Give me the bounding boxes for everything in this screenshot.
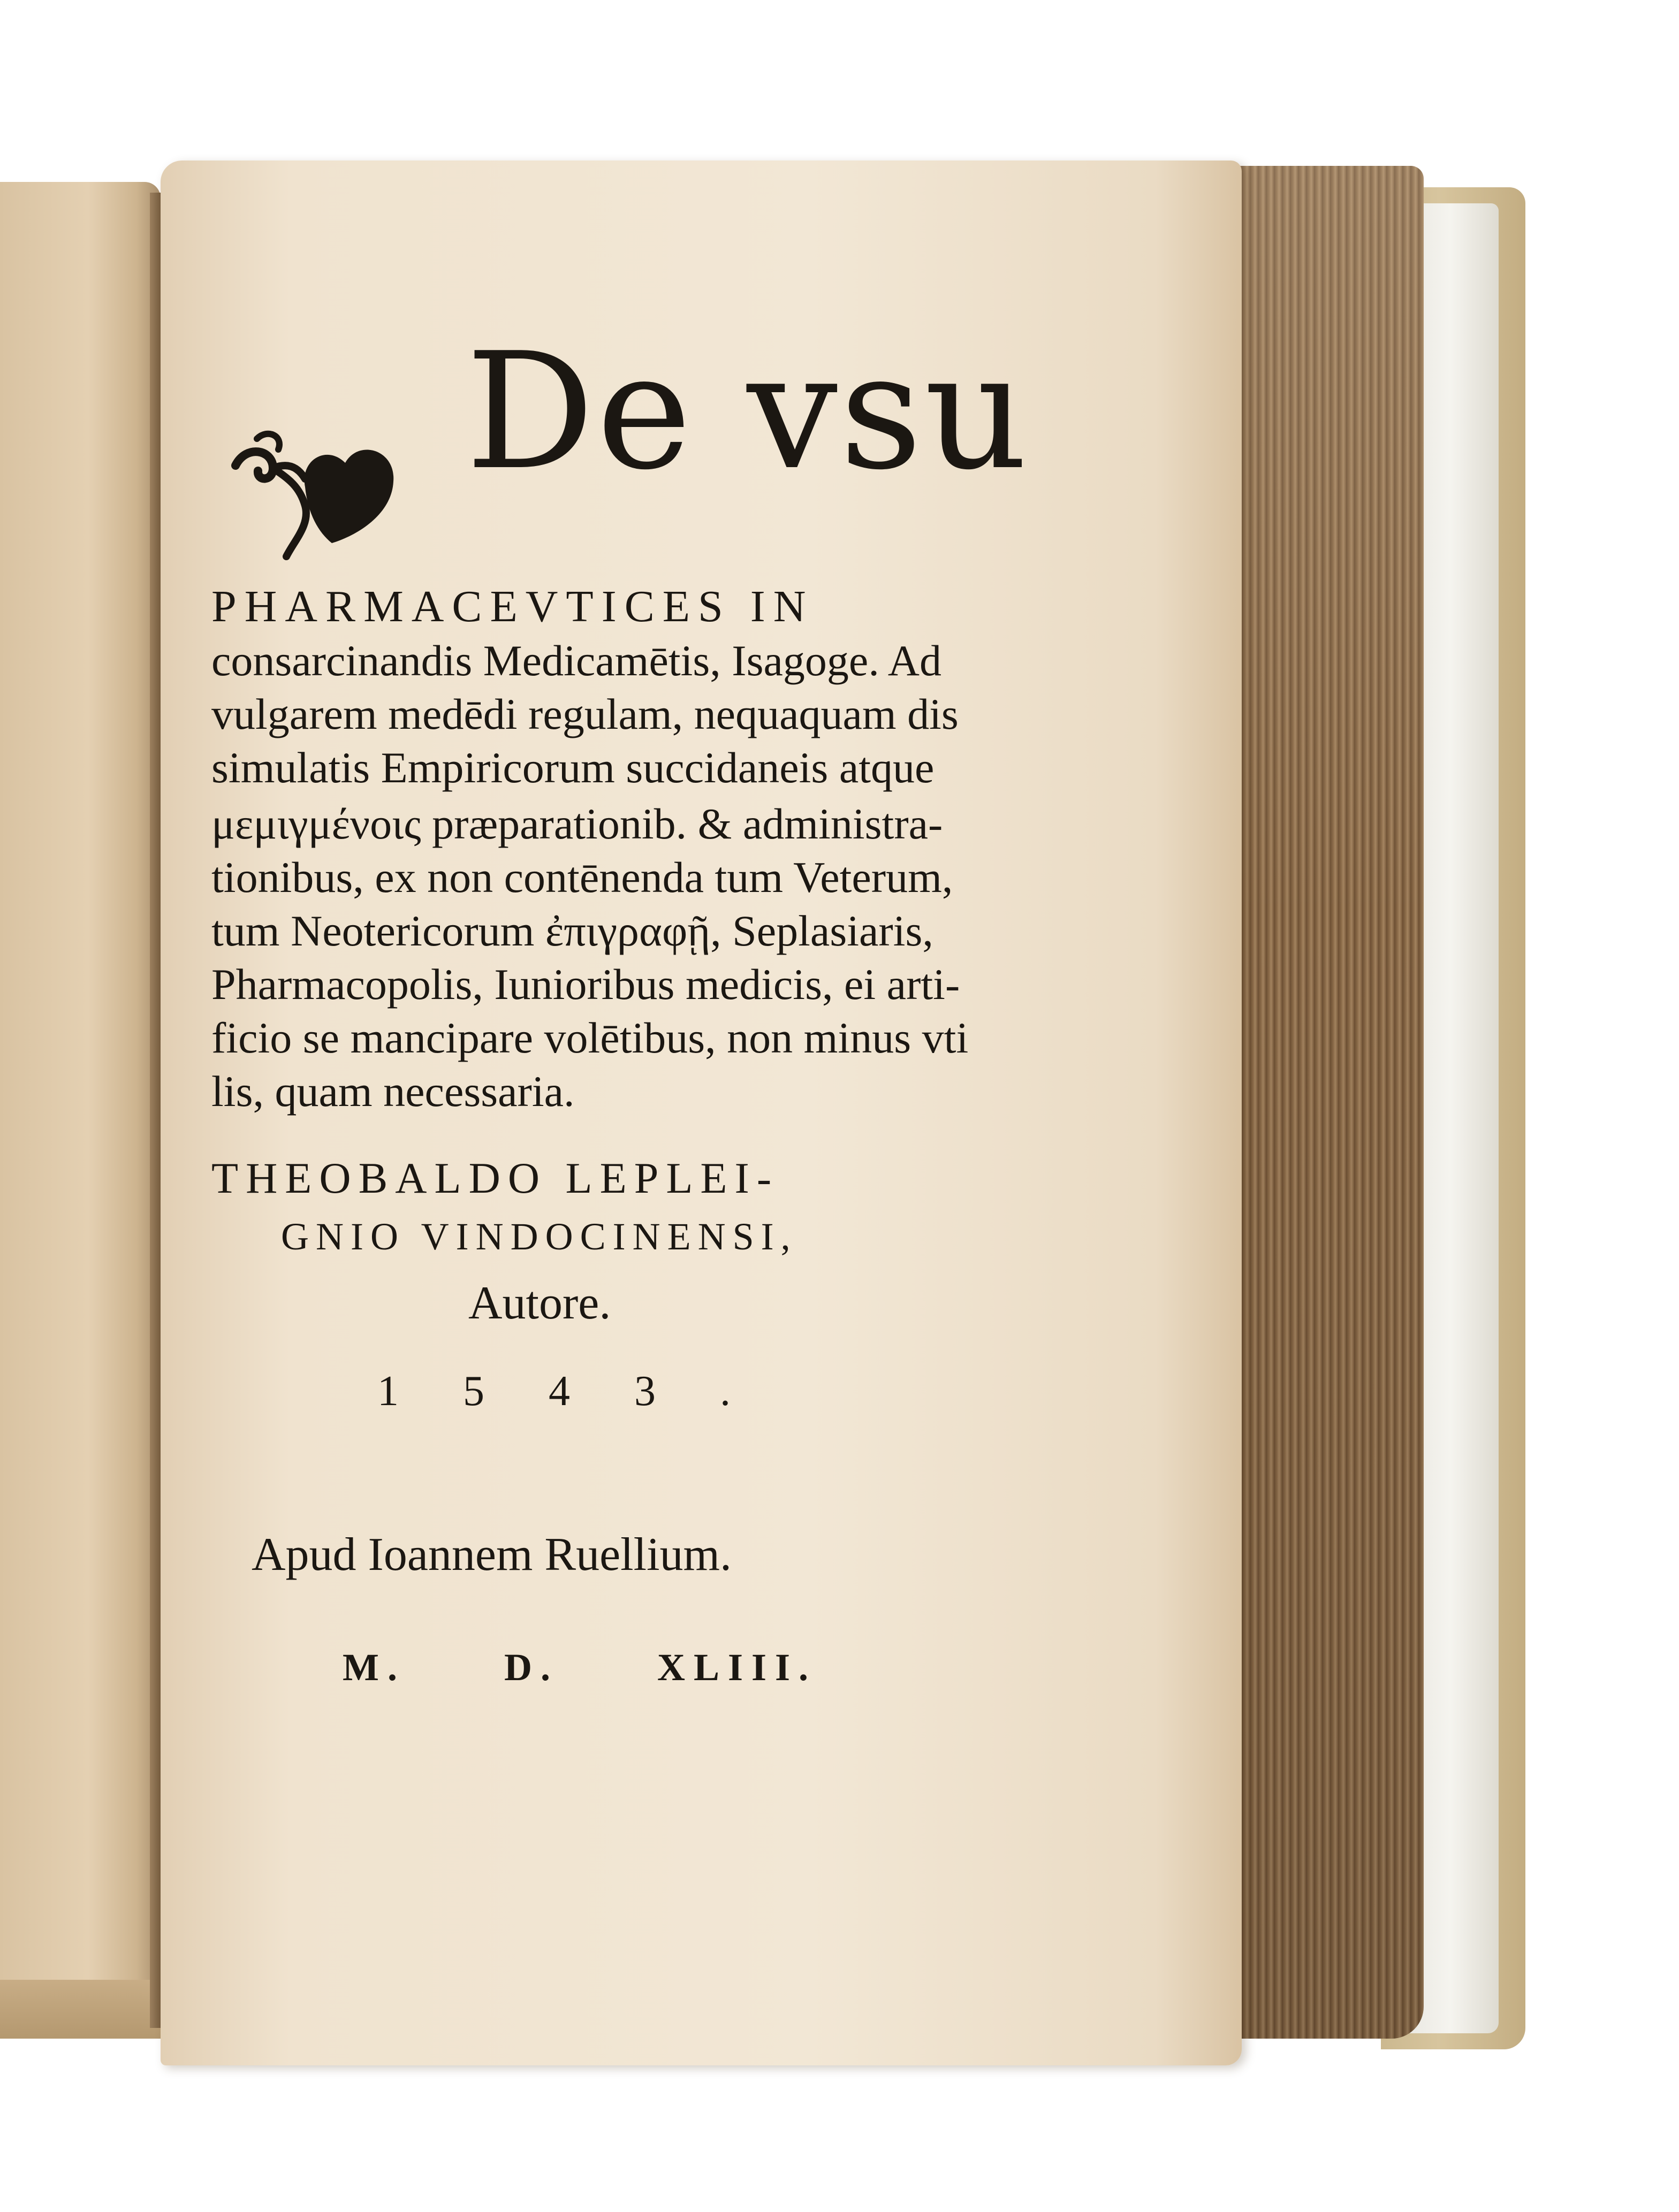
- author-name-line-1: THEOBALDO LEPLEI-: [211, 1154, 779, 1202]
- roman-numeral-date: [343, 1645, 817, 1690]
- publication-year: 1543.: [377, 1368, 795, 1415]
- roman-numeral-part: D.: [504, 1646, 559, 1689]
- subtitle-line-5: μεμιγμένοις præparationib. & administra-: [211, 799, 943, 848]
- subtitle-line-10: lis, quam necessaria.: [211, 1067, 575, 1116]
- book-title: De vsu: [466, 318, 1030, 505]
- subtitle-line-1: PHARMACEVTICES IN: [211, 582, 814, 631]
- printer-imprint: Apud Ioannem Ruellium.: [252, 1529, 732, 1581]
- subtitle-line-8: Pharmacopolis, Iunioribus medicis, ei arti-: [211, 960, 960, 1009]
- subtitle-line-3: vulgarem medēdi regulam, nequaquam dis: [211, 690, 959, 738]
- subtitle-line-4: simulatis Empiricorum succidaneis atque: [211, 743, 935, 792]
- subtitle-line-9: ficio se mancipare volētibus, non minus vti: [211, 1013, 969, 1062]
- page-edges-shade: [1210, 166, 1424, 2039]
- author-label: Autore.: [468, 1277, 611, 1329]
- left-page-bottom: [0, 1980, 171, 2039]
- roman-numeral-part: XLIII.: [657, 1646, 817, 1689]
- floral-leaf-ornament-icon: [225, 407, 401, 567]
- subtitle-line-7: tum Neotericorum ἐπιγραφῇ, Seplasiaris,: [211, 906, 933, 955]
- subtitle-line-6: tionibus, ex non contēnenda tum Veterum,: [211, 853, 953, 902]
- author-name-line-2: GNIO VINDOCINENSI,: [281, 1215, 797, 1258]
- left-page: [0, 182, 161, 2023]
- roman-numeral-part: M.: [343, 1646, 406, 1689]
- subtitle-line-2: consarcinandis Medicamētis, Isagoge. Ad: [211, 636, 942, 685]
